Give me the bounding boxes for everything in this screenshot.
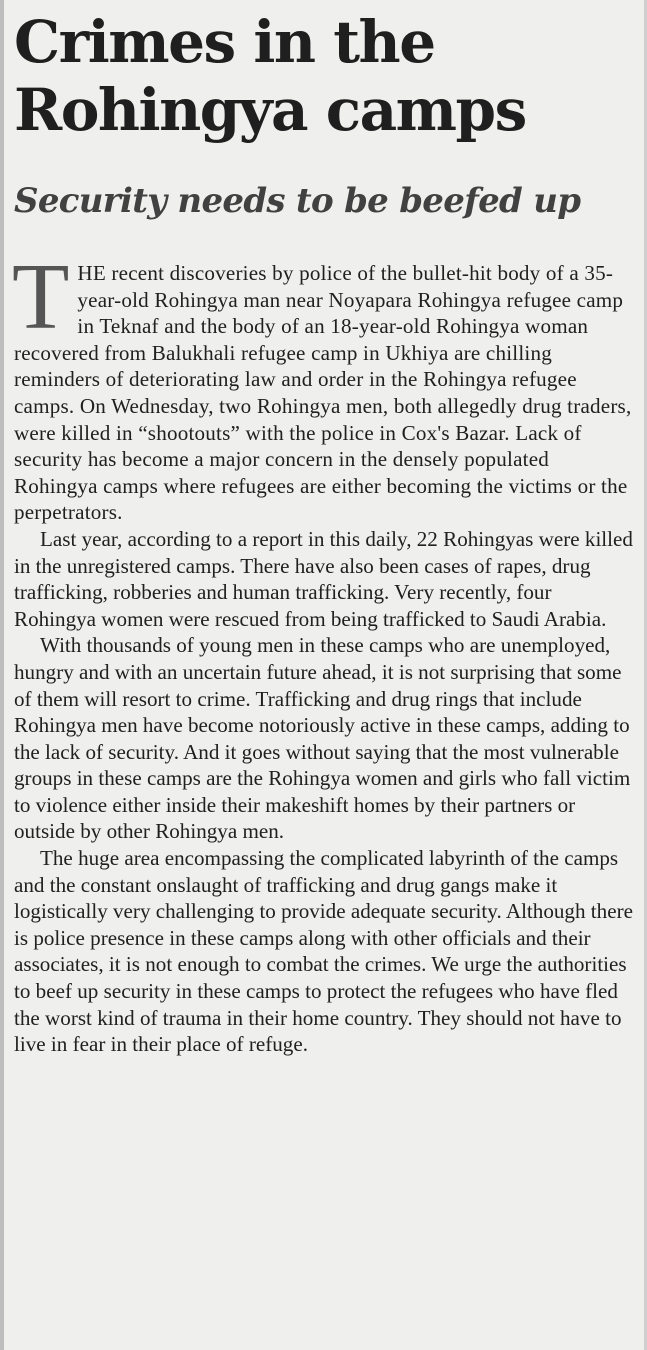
- headline: Crimes in the Rohingya camps: [14, 8, 526, 144]
- subheadline: Security needs to be beefed up: [14, 181, 581, 221]
- article-body: [12, 245, 638, 1058]
- paragraph-2: Last year, according to a report in this daily, 22 Rohingyas were killed in the unregistered camps. There have also been cases of rapes, drug trafficking, robberies and human trafficking. Very recently, four Rohingya women were rescued from being trafficked to Saudi Arabia.: [14, 526, 633, 631]
- paragraph-1-text: HE recent discoveries by police of the bullet-hit body of a 35-year-old Rohingya man near Noyapara Rohingya refugee camp in Teknaf and the body of an 18-year-old Rohingya woman recovered from Balukhali refugee camp in Ukhiya are chilling reminders of deteriorating law and order in the Rohingya refugee camps. On Wednesday, two Rohingya men, both allegedly drug traders, were killed in “shootouts” with the police in Cox's Bazar. Lack of security has become a major concern in the densely populated Rohingya camps where refugees are either becoming the victims or the perpetrators.: [14, 261, 632, 525]
- drop-cap: T: [12, 245, 70, 349]
- paragraph-4: The huge area encompassing the complicated labyrinth of the camps and the constant onslaught of trafficking and drug gangs make it logistically very challenging to provide adequate security. Although there is police presence in these camps along with other officials and their associates, it is not enough to combat the crimes. We urge the authorities to beef up security in these camps to protect the refugees who have fled the worst kind of trauma in their home country. They should not have to live in fear in their place of refuge.: [14, 846, 633, 1057]
- paragraph-1: [12, 245, 638, 526]
- paragraph-3: With thousands of young men in these camps who are unemployed, hungry and with an uncertain future ahead, it is not surprising that some of them will resort to crime. Trafficking and drug rings that include Rohingya men have become notoriously active in these camps, adding to the lack of security. And it goes without saying that the most vulnerable groups in these camps are the Rohingya women and girls who fall victim to violence either inside their makeshift homes by their partners or outside by other Rohingya men.: [14, 633, 631, 844]
- left-column-rule: [0, 0, 4, 1350]
